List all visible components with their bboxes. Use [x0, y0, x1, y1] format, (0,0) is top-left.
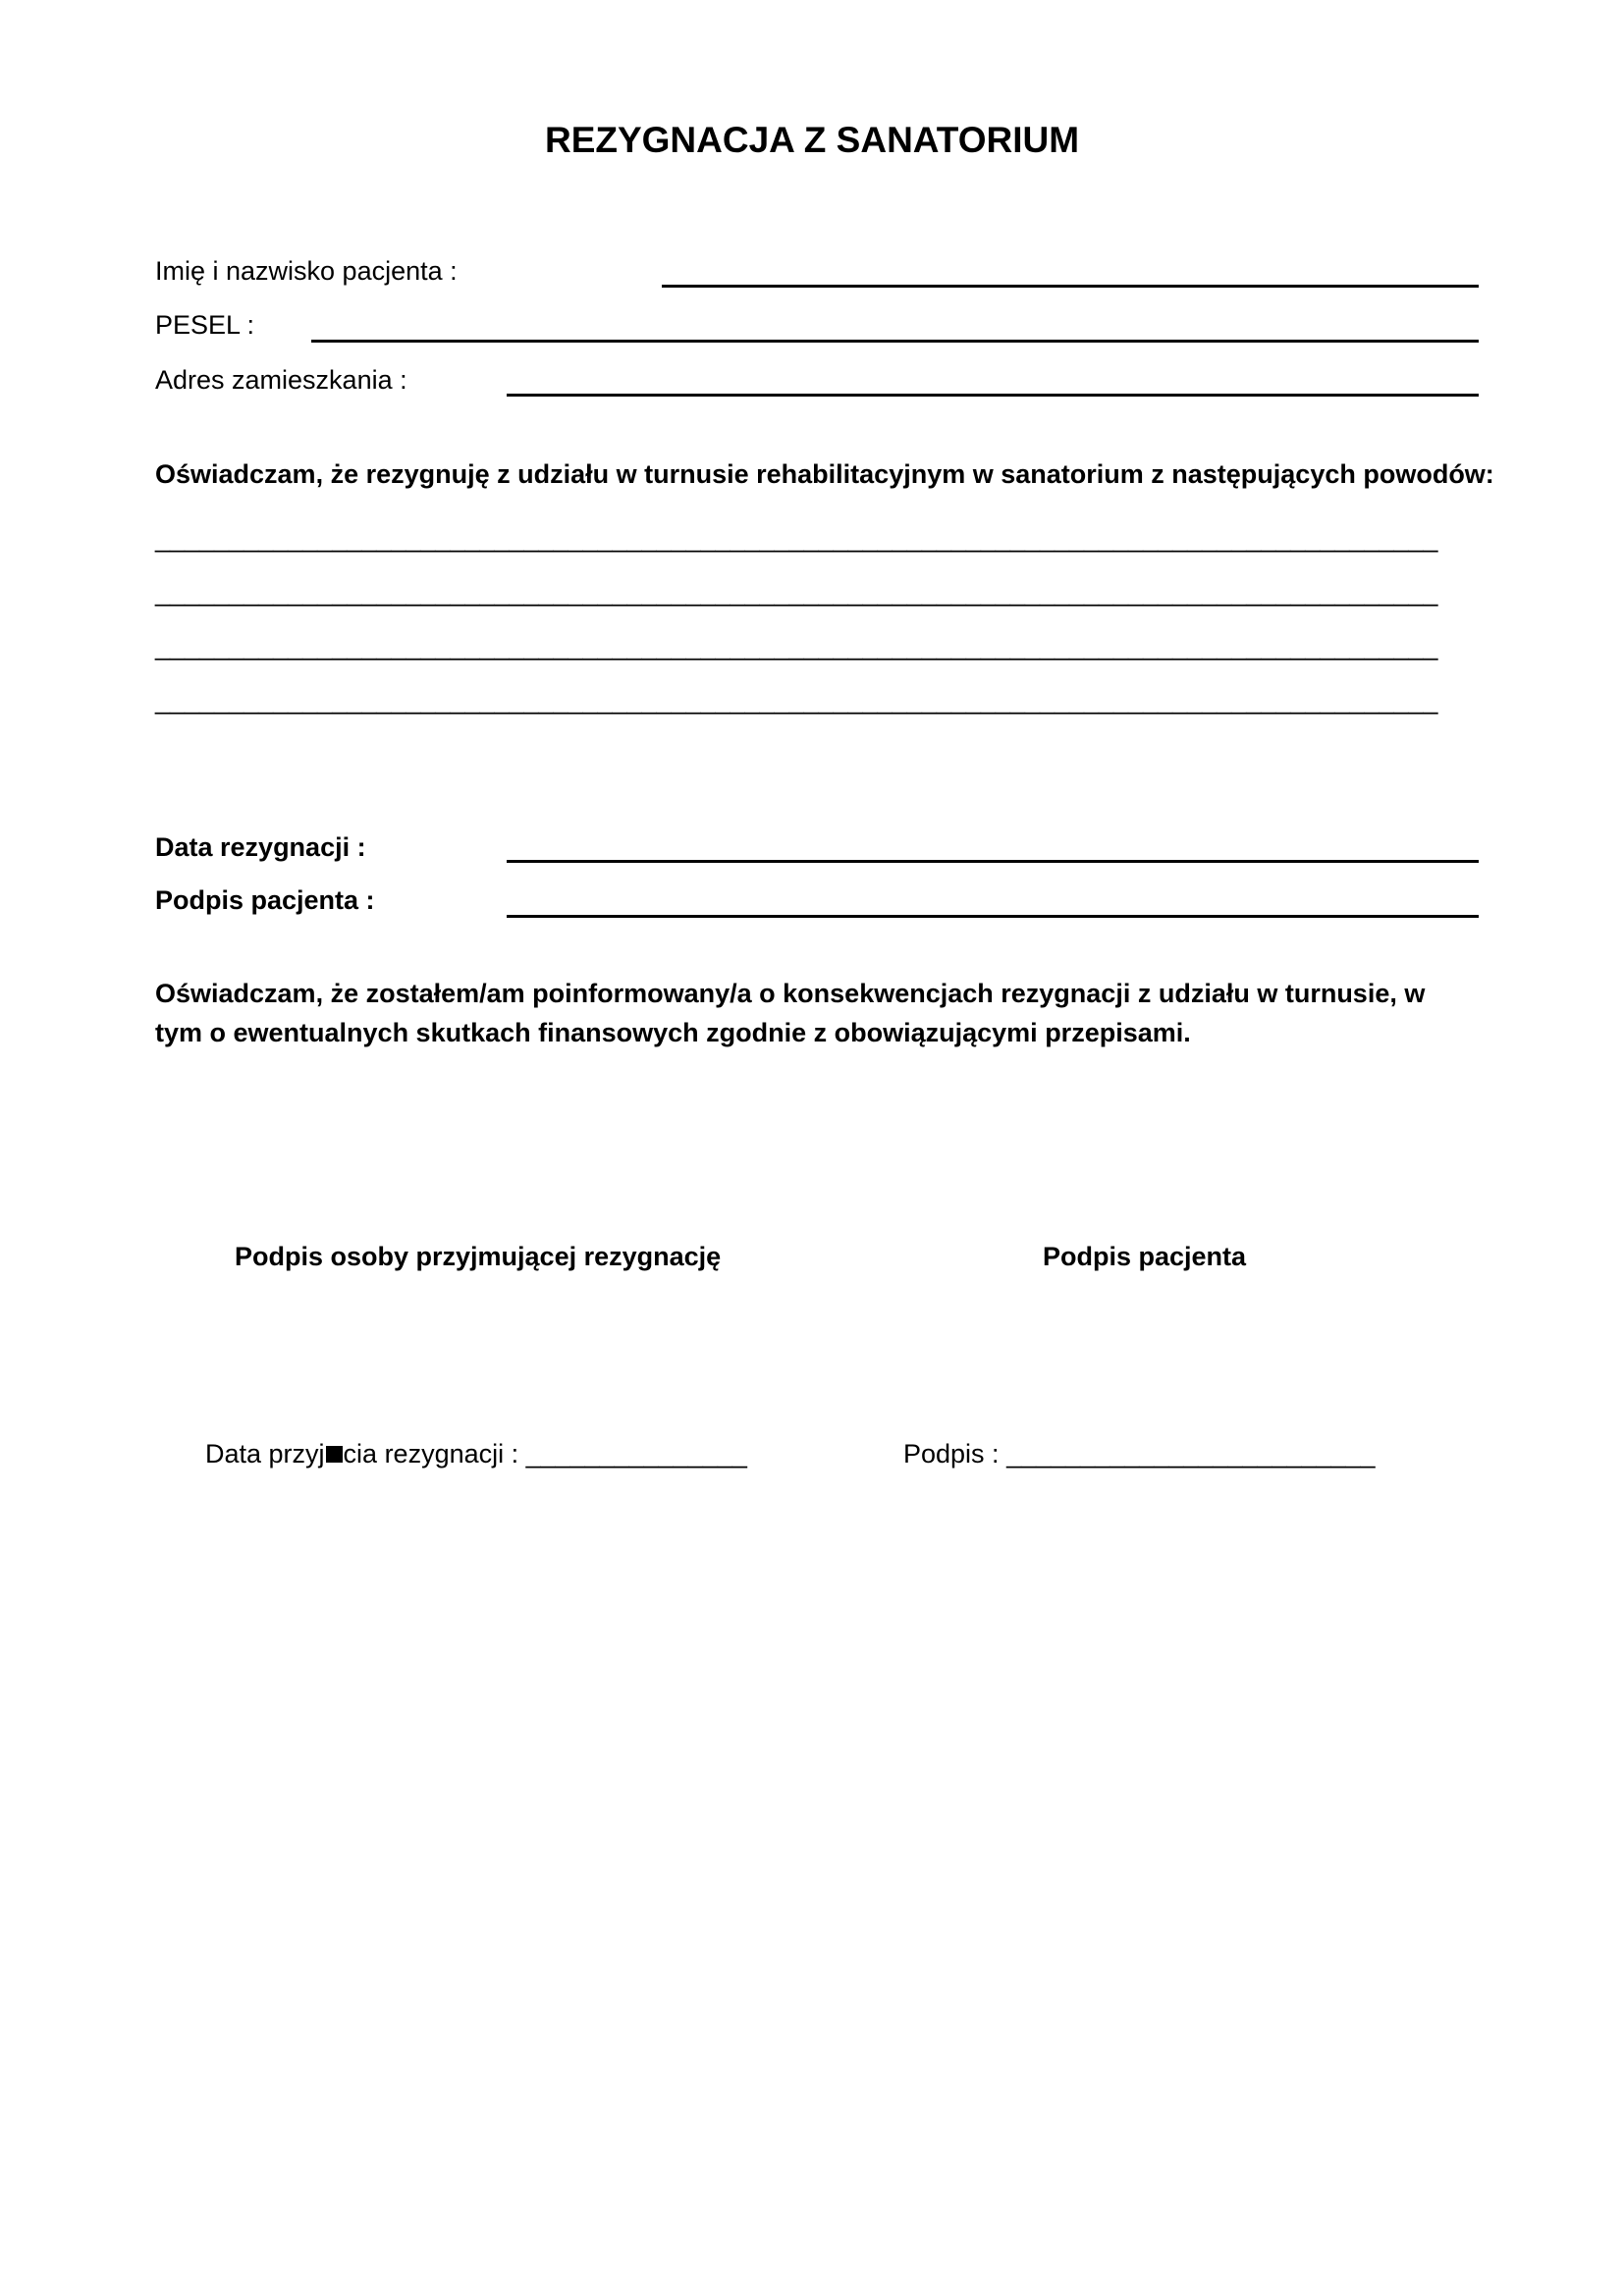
address-field-line[interactable]: [507, 394, 1479, 397]
acceptance-date-blank[interactable]: _______________: [525, 1439, 747, 1468]
acceptance-date-label-part2: cia rezygnacji :: [343, 1439, 519, 1468]
pesel-field-line[interactable]: [311, 340, 1479, 343]
signature-line: [903, 1436, 1375, 1471]
consequences-statement-line-1: Oświadczam, że zostałem/am poinformowany/a o konsekwencjach rezygnacji z udziału w turnusie, w: [155, 979, 1426, 1008]
patient-name-label: Imię i nazwisko pacjenta :: [155, 256, 458, 286]
patient-signature-label: Podpis pacjenta :: [155, 885, 375, 915]
consequences-statement-line-2: tym o ewentualnych skutkach finansowych zgodnie z obowiązującymi przepisami.: [155, 1018, 1191, 1047]
reason-line-4[interactable]: _______________________________________________________________________________________: [155, 685, 1438, 715]
patient-name-field-line[interactable]: [662, 285, 1479, 288]
acceptance-date-label-part1: Data przyj: [205, 1439, 325, 1468]
signature-label: Podpis :: [903, 1439, 1000, 1468]
reason-statement: Oświadczam, że rezygnuję z udziału w turnusie rehabilitacyjnym w sanatorium z następujących powodów:: [155, 459, 1494, 489]
signature-blank[interactable]: _________________________: [1006, 1439, 1376, 1468]
receiver-signature-heading: Podpis osoby przyjmującej rezygnację: [235, 1242, 722, 1271]
missing-glyph-icon: [326, 1446, 343, 1463]
reason-line-3[interactable]: _______________________________________________________________________________________: [155, 631, 1438, 661]
reason-line-1[interactable]: _______________________________________________________________________________________: [155, 523, 1438, 553]
resignation-date-label: Data rezygnacji :: [155, 832, 366, 862]
patient-signature-field-line[interactable]: [507, 915, 1479, 918]
document-title: REZYGNACJA Z SANATORIUM: [544, 120, 1080, 160]
acceptance-date-label: [205, 1436, 747, 1471]
patient-signature-heading: Podpis pacjenta: [1043, 1242, 1247, 1271]
consequences-statement: [155, 974, 1530, 1052]
pesel-label: PESEL :: [155, 310, 255, 340]
resignation-date-field-line[interactable]: [507, 860, 1479, 863]
reason-line-2[interactable]: _______________________________________________________________________________________: [155, 577, 1438, 607]
address-label: Adres zamieszkania :: [155, 365, 407, 395]
